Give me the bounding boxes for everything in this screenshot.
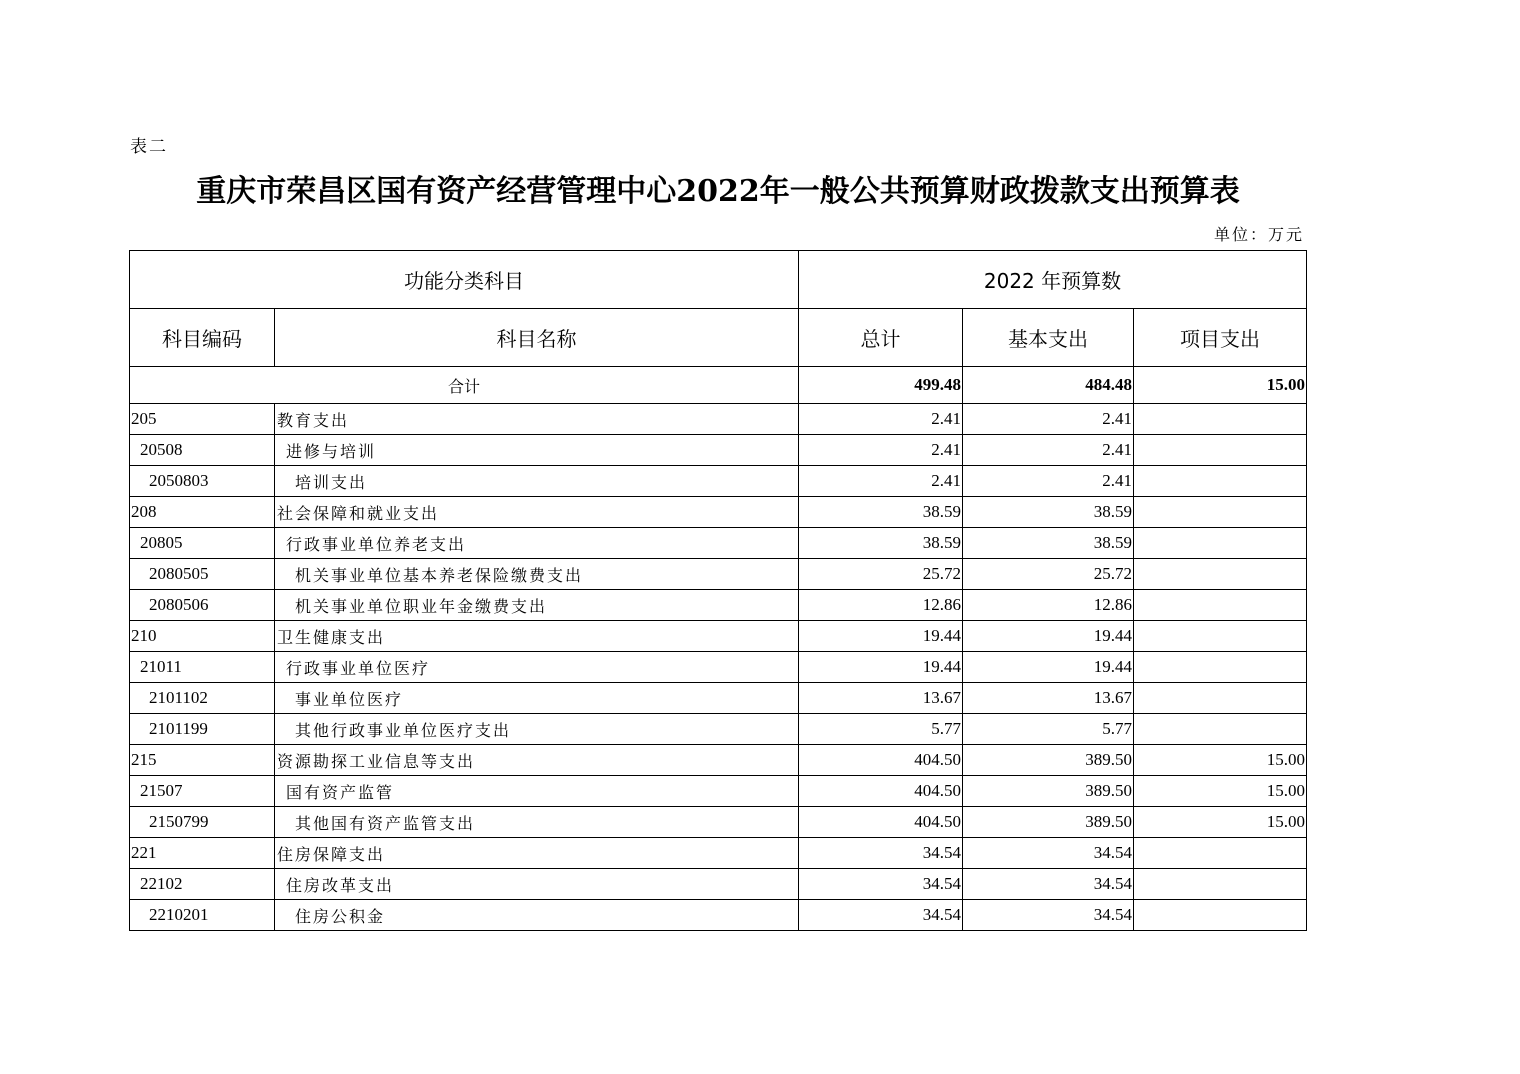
project-expenditure-cell bbox=[1134, 683, 1307, 714]
subject-code-cell: 2101102 bbox=[130, 683, 275, 714]
project-expenditure-cell bbox=[1134, 435, 1307, 466]
subject-code-cell: 2080505 bbox=[130, 559, 275, 590]
subject-name-cell: 住房公积金 bbox=[275, 900, 799, 931]
subject-name-cell: 其他国有资产监管支出 bbox=[275, 807, 799, 838]
project-expenditure-cell bbox=[1134, 714, 1307, 745]
table-row bbox=[130, 807, 1307, 838]
header-basic-expenditure: 基本支出 bbox=[963, 309, 1134, 367]
table-row bbox=[130, 466, 1307, 497]
basic-expenditure-cell: 19.44 bbox=[963, 621, 1134, 652]
subject-code-cell: 221 bbox=[130, 838, 275, 869]
basic-expenditure-cell: 19.44 bbox=[963, 652, 1134, 683]
header-subject-code: 科目编码 bbox=[130, 309, 275, 367]
subject-name-cell: 行政事业单位养老支出 bbox=[275, 528, 799, 559]
subject-code-cell: 215 bbox=[130, 745, 275, 776]
total-cell: 12.86 bbox=[799, 590, 963, 621]
subject-name-cell: 培训支出 bbox=[275, 466, 799, 497]
project-expenditure-cell: 15.00 bbox=[1134, 745, 1307, 776]
basic-expenditure-cell: 389.50 bbox=[963, 807, 1134, 838]
total-cell: 404.50 bbox=[799, 807, 963, 838]
total-project-cell: 15.00 bbox=[1134, 367, 1307, 404]
header-project-expenditure: 项目支出 bbox=[1134, 309, 1307, 367]
table-row bbox=[130, 435, 1307, 466]
subject-name-cell: 社会保障和就业支出 bbox=[275, 497, 799, 528]
total-cell: 34.54 bbox=[799, 869, 963, 900]
total-total-cell: 499.48 bbox=[799, 367, 963, 404]
table-row bbox=[130, 714, 1307, 745]
page-title: 重庆市荣昌区国有资产经营管理中心2022年一般公共预算财政拨款支出预算表 bbox=[196, 174, 1240, 209]
table-row bbox=[130, 404, 1307, 435]
table-row bbox=[130, 776, 1307, 807]
subject-code-cell: 2050803 bbox=[130, 466, 275, 497]
header-budget-year: 2022 年预算数 bbox=[799, 251, 1307, 309]
total-label: 合计 bbox=[130, 367, 799, 404]
total-cell: 34.54 bbox=[799, 900, 963, 931]
table-row bbox=[130, 838, 1307, 869]
total-cell: 25.72 bbox=[799, 559, 963, 590]
project-expenditure-cell: 15.00 bbox=[1134, 807, 1307, 838]
basic-expenditure-cell: 2.41 bbox=[963, 435, 1134, 466]
subject-name-cell: 国有资产监管 bbox=[275, 776, 799, 807]
total-cell: 404.50 bbox=[799, 776, 963, 807]
unit-label: 单位：万元 bbox=[1213, 225, 1304, 244]
basic-expenditure-cell: 34.54 bbox=[963, 838, 1134, 869]
total-cell: 5.77 bbox=[799, 714, 963, 745]
subject-name-cell: 资源勘探工业信息等支出 bbox=[275, 745, 799, 776]
basic-expenditure-cell: 38.59 bbox=[963, 497, 1134, 528]
project-expenditure-cell bbox=[1134, 838, 1307, 869]
subject-code-cell: 21507 bbox=[130, 776, 275, 807]
project-expenditure-cell bbox=[1134, 528, 1307, 559]
total-cell: 404.50 bbox=[799, 745, 963, 776]
project-expenditure-cell: 15.00 bbox=[1134, 776, 1307, 807]
subject-name-cell: 卫生健康支出 bbox=[275, 621, 799, 652]
subject-code-cell: 20508 bbox=[130, 435, 275, 466]
basic-expenditure-cell: 5.77 bbox=[963, 714, 1134, 745]
subject-code-cell: 2210201 bbox=[130, 900, 275, 931]
basic-expenditure-cell: 389.50 bbox=[963, 776, 1134, 807]
subject-code-cell: 20805 bbox=[130, 528, 275, 559]
subject-name-cell: 进修与培训 bbox=[275, 435, 799, 466]
subject-name-cell: 行政事业单位医疗 bbox=[275, 652, 799, 683]
project-expenditure-cell bbox=[1134, 590, 1307, 621]
basic-expenditure-cell: 2.41 bbox=[963, 404, 1134, 435]
total-cell: 2.41 bbox=[799, 466, 963, 497]
basic-expenditure-cell: 38.59 bbox=[963, 528, 1134, 559]
table-row bbox=[130, 900, 1307, 931]
project-expenditure-cell bbox=[1134, 869, 1307, 900]
total-basic-cell: 484.48 bbox=[963, 367, 1134, 404]
subject-code-cell: 2080506 bbox=[130, 590, 275, 621]
subject-code-cell: 22102 bbox=[130, 869, 275, 900]
basic-expenditure-cell: 389.50 bbox=[963, 745, 1134, 776]
header-functional-classification: 功能分类科目 bbox=[130, 251, 799, 309]
subject-name-cell: 机关事业单位基本养老保险缴费支出 bbox=[275, 559, 799, 590]
subject-code-cell: 2150799 bbox=[130, 807, 275, 838]
basic-expenditure-cell: 12.86 bbox=[963, 590, 1134, 621]
header-subject-name: 科目名称 bbox=[275, 309, 799, 367]
budget-table bbox=[129, 250, 1307, 931]
table-row bbox=[130, 683, 1307, 714]
subject-code-cell: 21011 bbox=[130, 652, 275, 683]
table-row bbox=[130, 621, 1307, 652]
total-cell: 38.59 bbox=[799, 497, 963, 528]
basic-expenditure-cell: 2.41 bbox=[963, 466, 1134, 497]
total-cell: 2.41 bbox=[799, 435, 963, 466]
table-row bbox=[130, 869, 1307, 900]
subject-name-cell: 事业单位医疗 bbox=[275, 683, 799, 714]
subject-code-cell: 205 bbox=[130, 404, 275, 435]
table-row bbox=[130, 745, 1307, 776]
table-row bbox=[130, 652, 1307, 683]
project-expenditure-cell bbox=[1134, 466, 1307, 497]
header-total: 总计 bbox=[799, 309, 963, 367]
basic-expenditure-cell: 25.72 bbox=[963, 559, 1134, 590]
total-cell: 34.54 bbox=[799, 838, 963, 869]
table-row bbox=[130, 528, 1307, 559]
total-cell: 13.67 bbox=[799, 683, 963, 714]
total-cell: 19.44 bbox=[799, 621, 963, 652]
project-expenditure-cell bbox=[1134, 621, 1307, 652]
total-cell: 2.41 bbox=[799, 404, 963, 435]
basic-expenditure-cell: 34.54 bbox=[963, 900, 1134, 931]
subject-code-cell: 2101199 bbox=[130, 714, 275, 745]
project-expenditure-cell bbox=[1134, 559, 1307, 590]
subject-name-cell: 教育支出 bbox=[275, 404, 799, 435]
subject-name-cell: 住房改革支出 bbox=[275, 869, 799, 900]
subject-code-cell: 210 bbox=[130, 621, 275, 652]
table-row bbox=[130, 590, 1307, 621]
subject-code-cell: 208 bbox=[130, 497, 275, 528]
project-expenditure-cell bbox=[1134, 652, 1307, 683]
table-row bbox=[130, 559, 1307, 590]
basic-expenditure-cell: 13.67 bbox=[963, 683, 1134, 714]
subject-name-cell: 其他行政事业单位医疗支出 bbox=[275, 714, 799, 745]
project-expenditure-cell bbox=[1134, 900, 1307, 931]
total-row bbox=[130, 367, 1307, 404]
project-expenditure-cell bbox=[1134, 404, 1307, 435]
total-cell: 38.59 bbox=[799, 528, 963, 559]
basic-expenditure-cell: 34.54 bbox=[963, 869, 1134, 900]
subject-name-cell: 机关事业单位职业年金缴费支出 bbox=[275, 590, 799, 621]
table-label: 表二 bbox=[130, 137, 168, 157]
total-cell: 19.44 bbox=[799, 652, 963, 683]
project-expenditure-cell bbox=[1134, 497, 1307, 528]
subject-name-cell: 住房保障支出 bbox=[275, 838, 799, 869]
table-row bbox=[130, 497, 1307, 528]
